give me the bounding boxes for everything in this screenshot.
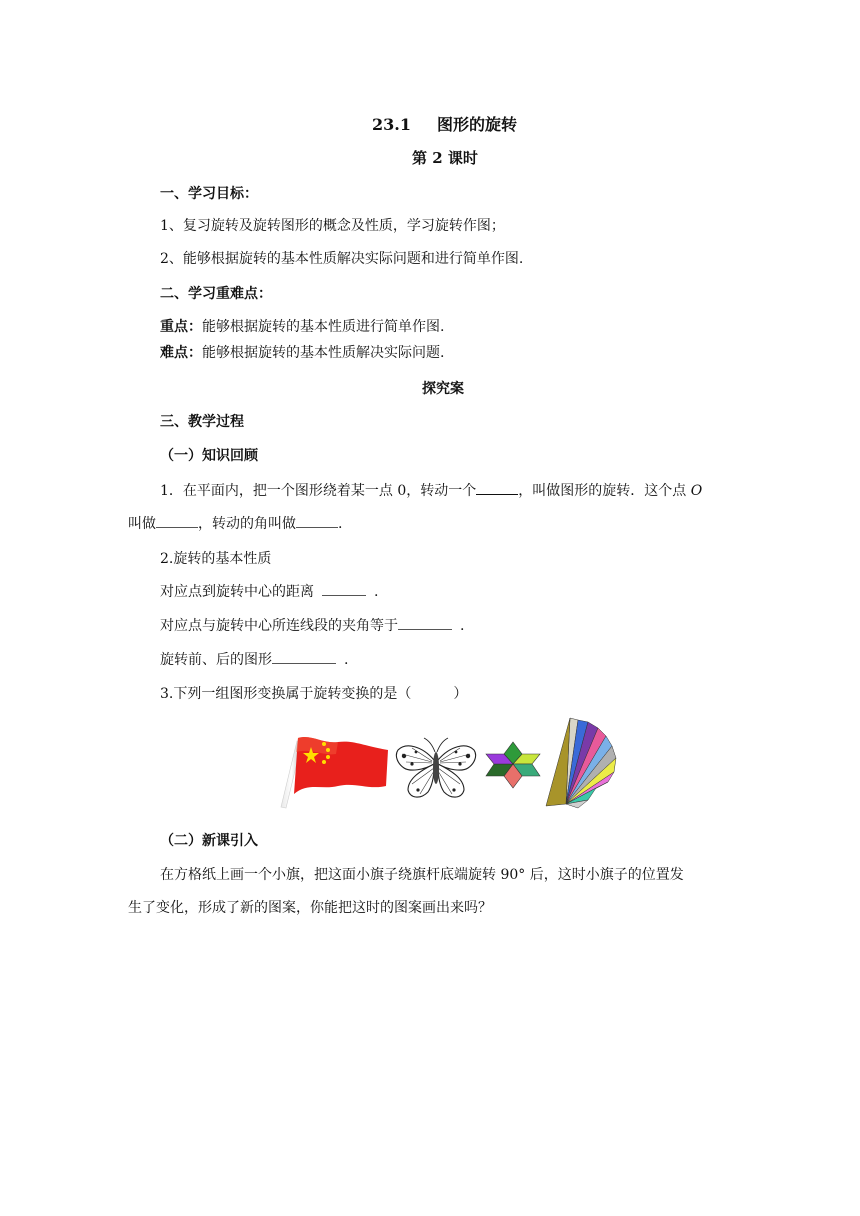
transformation-figures	[278, 716, 622, 812]
answer-blank-4[interactable]	[322, 581, 366, 596]
part2-heading: （二）新课引入	[160, 833, 258, 849]
question-3: 3.下列一组图形变换属于旋转变换的是（ ）	[160, 686, 468, 702]
property-3-text: 旋转前、后的图形	[160, 652, 272, 668]
q1-text-d: ，转动的角叫做	[198, 516, 296, 532]
key-text: 能够根据旋转的基本性质进行简单作图.	[202, 319, 445, 335]
property-2	[160, 615, 464, 635]
goal-item-1: 1、复习旋转及旋转图形的概念及性质，学习旋转作图；	[160, 218, 505, 234]
question-1-line-2	[128, 513, 342, 533]
answer-blank-3[interactable]	[296, 513, 338, 528]
q1-text-e: .	[338, 516, 343, 532]
property-3-period: .	[344, 652, 349, 668]
question-1-line-1	[160, 480, 702, 500]
intro-line-1: 在方格纸上画一个小旗，把这面小旗子绕旗杆底端旋转 90° 后，这时小旗子的位置发	[160, 867, 684, 883]
difficult-point-line	[160, 342, 444, 362]
q1-point-o: O	[690, 483, 703, 499]
property-1-text: 对应点到旋转中心的距离	[160, 584, 314, 600]
part1-heading: （一）知识回顾	[160, 448, 258, 464]
title-number: 23.1	[372, 115, 411, 134]
property-2-text: 对应点与旋转中心所连线段的夹角等于	[160, 618, 398, 634]
doc-title	[372, 112, 517, 135]
title-text: 图形的旋转	[436, 115, 517, 134]
property-1-period: .	[374, 584, 379, 600]
spiral-fan-image	[544, 716, 620, 812]
question-2-heading: 2.旋转的基本性质	[160, 551, 272, 567]
section-heading-process: 三、教学过程	[160, 414, 244, 430]
butterfly-image	[392, 716, 480, 812]
flag-image	[278, 716, 390, 812]
explore-heading: 探究案	[422, 381, 464, 397]
property-1	[160, 581, 378, 601]
q1-text-a: 1．在平面内，把一个图形绕着某一点 0，转动一个	[160, 483, 477, 499]
key-label: 重点：	[160, 319, 202, 335]
hexagram-star-image	[482, 716, 544, 812]
answer-blank-2[interactable]	[156, 513, 198, 528]
answer-blank-5[interactable]	[398, 615, 452, 630]
property-3	[160, 649, 348, 669]
property-2-period: .	[460, 618, 465, 634]
answer-blank-1[interactable]	[476, 480, 518, 495]
section-heading-keypoints: 二、学习重难点：	[160, 286, 272, 302]
q1-text-b: ，叫做图形的旋转．这个点	[518, 483, 691, 499]
section-heading-goals: 一、学习目标：	[160, 186, 258, 202]
difficult-label: 难点：	[160, 345, 202, 361]
goal-item-2: 2、能够根据旋转的基本性质解决实际问题和进行简单作图.	[160, 251, 524, 267]
doc-subtitle: 第 2 课时	[412, 149, 478, 167]
key-point-line	[160, 316, 444, 336]
intro-line-2: 生了变化，形成了新的图案，你能把这时的图案画出来吗？	[128, 900, 492, 916]
q1-text-c: 叫做	[128, 516, 156, 532]
answer-blank-6[interactable]	[272, 649, 336, 664]
difficult-text: 能够根据旋转的基本性质解决实际问题.	[202, 345, 445, 361]
